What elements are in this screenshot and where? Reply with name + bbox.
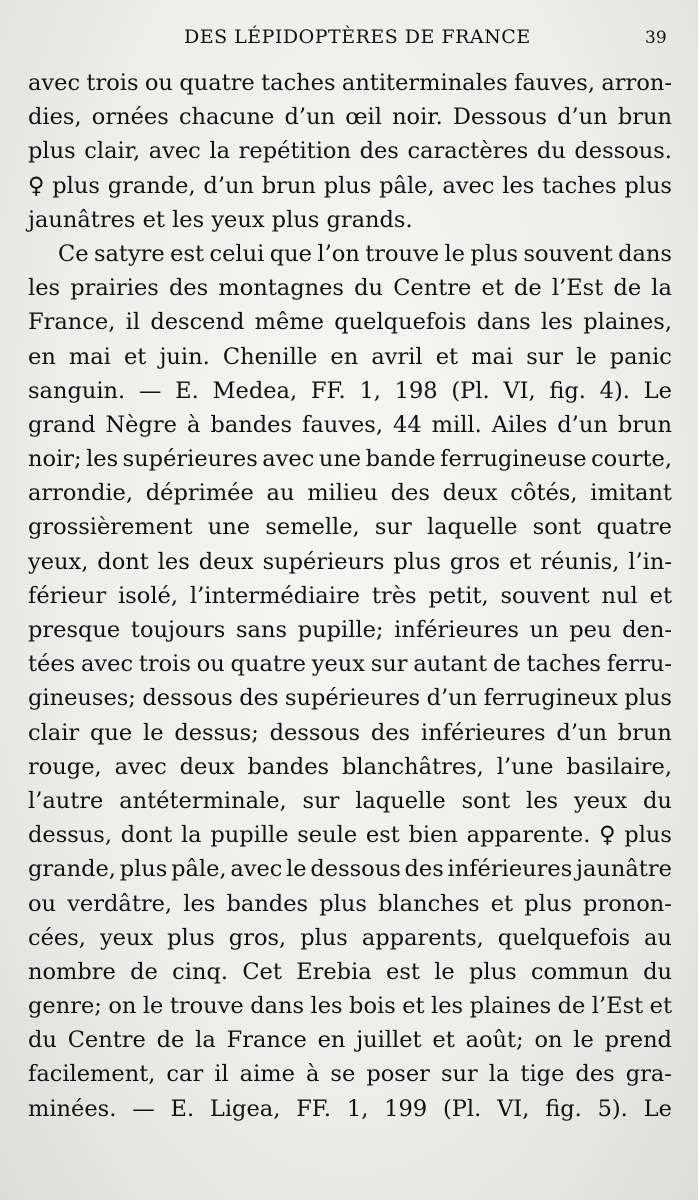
text-line: férieur isolé, l’intermédiaire très petit, souvent nul et	[28, 582, 672, 609]
text-line: rouge, avec deux bandes blanchâtres, l’une basilaire,	[28, 753, 672, 780]
text-line: France, il descend même quelquefois dans les plaines,	[28, 309, 672, 336]
text-line: sanguin. — E. Medea, FF. 1, 198 (Pl. VI, fig. 4). Le	[28, 377, 672, 404]
page-number: 39	[645, 28, 667, 48]
text-line: ou verdâtre, les bandes plus blanches et plus pronon-	[28, 890, 672, 917]
text-line: en mai et juin. Chenille en avril et mai sur le panic	[28, 343, 672, 370]
text-line: nombre de cinq. Cet Erebia est le plus commun du	[28, 958, 672, 985]
text-line: ♀ plus grande, d’un brun plus pâle, avec les taches plus	[28, 172, 672, 199]
text-line: cées, yeux plus gros, plus apparents, quelquefois au	[28, 924, 672, 951]
text-line: facilement, car il aime à se poser sur la tige des gra-	[28, 1061, 672, 1088]
text-line: grand Nègre à bandes fauves, 44 mill. Ailes d’un brun	[28, 411, 672, 438]
text-line: gineuses; dessous des supérieures d’un ferrugineux plus	[28, 685, 672, 712]
text-line: minées. — E. Ligea, FF. 1, 199 (Pl. VI, fig. 5). Le	[28, 1095, 672, 1122]
text-line: genre; on le trouve dans les bois et les plaines de l’Est et	[28, 993, 672, 1020]
page-header	[0, 26, 698, 56]
text-line: grande, plus pâle, avec le dessous des inférieures jaunâtre	[28, 856, 672, 883]
text-line: clair que le dessus; dessous des inférieures d’un brun	[28, 719, 672, 746]
text-line: arrondie, déprimée au milieu des deux côtés, imitant	[28, 480, 672, 507]
text-line: jaunâtres et les yeux plus grands.	[28, 206, 413, 233]
text-line: yeux, dont les deux supérieurs plus gros et réunis, l’in-	[28, 548, 672, 575]
text-line: les prairies des montagnes du Centre et de l’Est de la	[28, 275, 672, 302]
text-line: l’autre antéterminale, sur laquelle sont les yeux du	[28, 787, 672, 814]
text-line: tées avec trois ou quatre yeux sur autant de taches ferru-	[28, 651, 672, 678]
text-line: du Centre de la France en juillet et août; on le prend	[28, 1027, 672, 1054]
text-line: dies, ornées chacune d’un œil noir. Dessous d’un brun	[28, 104, 672, 131]
text-line: dessus, dont la pupille seule est bien apparente. ♀ plus	[28, 822, 672, 849]
text-line: avec trois ou quatre taches antiterminales fauves, arron-	[28, 70, 672, 96]
text-line: noir; les supérieures avec une bande ferrugineuse courte,	[28, 446, 672, 473]
running-head: DES LÉPIDOPTÈRES DE FRANCE	[184, 26, 531, 48]
text-line: grossièrement une semelle, sur laquelle sont quatre	[28, 514, 672, 541]
text-line: Ce satyre est celui que l’on trouve le plus souvent dans	[58, 240, 672, 267]
text-line: plus clair, avec la repétition des caractères du dessous.	[28, 138, 672, 165]
text-line: presque toujours sans pupille; inférieures un peu den-	[28, 617, 672, 643]
body-text	[28, 66, 672, 1126]
